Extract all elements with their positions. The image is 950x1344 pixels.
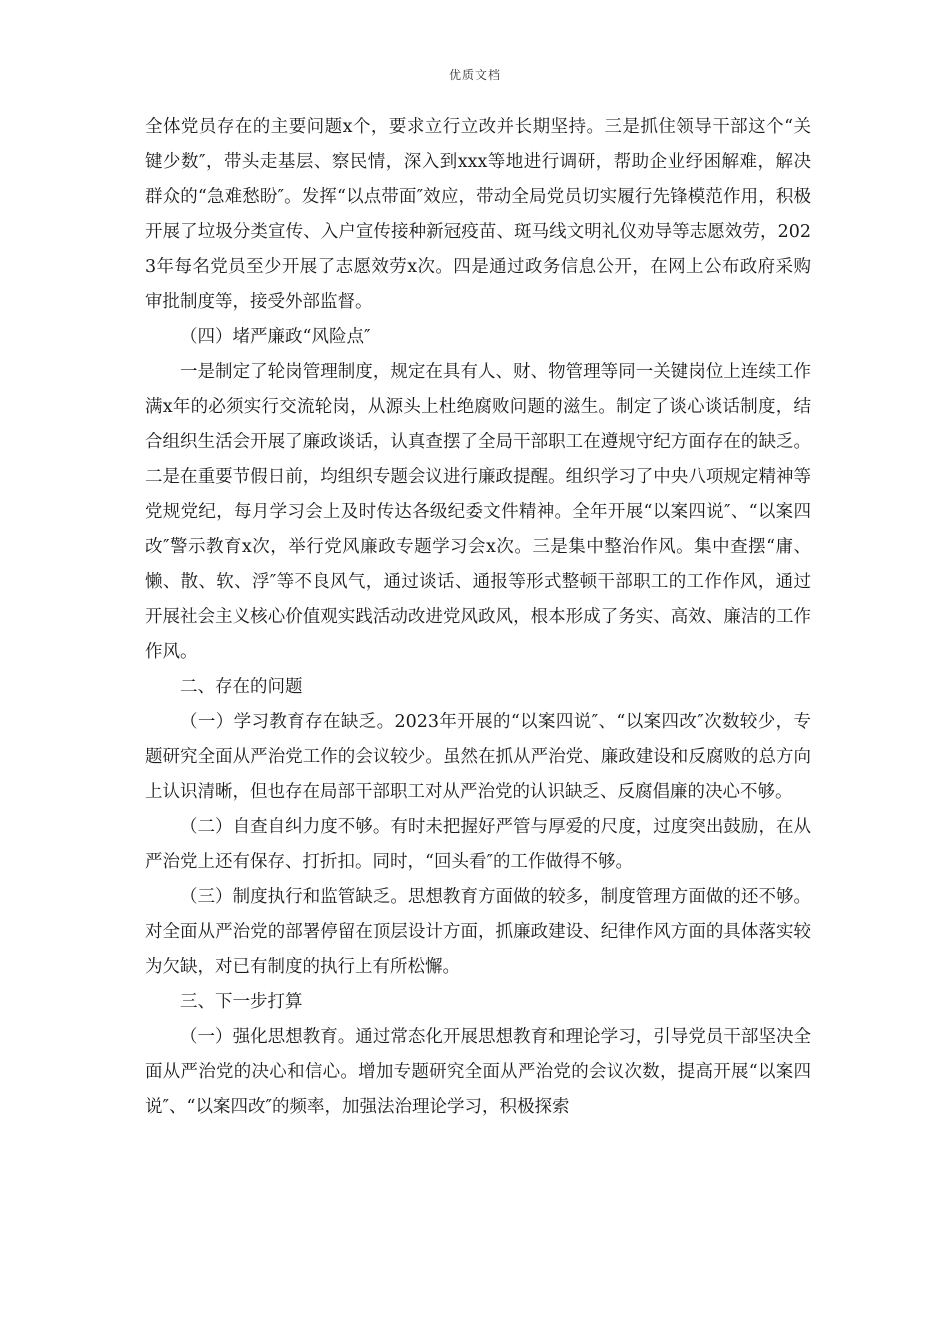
subheading-risk-points: （四）堵严廉政“风险点″ (180, 327, 371, 347)
section-heading-next-steps: 三、下一步打算 (180, 992, 303, 1012)
paragraph-next-step-1: （一）强化思想教育。通过常态化开展思想教育和理论学习，引导党员干部坚决全面从严治党的决心和信心。增加专题研究全面从严治党的会议次数，提高开展“以案四说″、“以案四改″的频率，加强法治理论学习，积极探索 (145, 1027, 811, 1117)
paragraph-problem-1: （一）学习教育存在缺乏。2023年开展的“以案四说″、“以案四改″次数较少，专题研究全面从严治党工作的会议较少。虽然在抓从严治党、廉政建设和反腐败的总方向上认识清晰，但也存在局部干部职工对从严治党的认识缺乏、反腐倡廉的决心不够。 (145, 712, 811, 802)
section-heading-problems: 二、存在的问题 (180, 677, 303, 697)
paragraph-problem-3: （三）制度执行和监管缺乏。思想教育方面做的较多，制度管理方面做的还不够。对全面从严治党的部署停留在顶层设计方面，抓廉政建设、纪律作风方面的具体落实较为欠缺，对已有制度的执行上有所松懈。 (145, 887, 811, 977)
paragraph-problem-2: （二）自查自纠力度不够。有时未把握好严管与厚爱的尺度，过度突出鼓励，在从严治党上还有保存、打折扣。同时，“回头看″的工作做得不够。 (145, 817, 811, 872)
paragraph-rotation-system: 一是制定了轮岗管理制度，规定在具有人、财、物管理等同一关键岗位上连续工作满x年的必须实行交流轮岗，从源头上杜绝腐败问题的滋生。制定了谈心谈话制度，结合组织生活会开展了廉政谈话，认真查摆了全局干部职工在遵规守纪方面存在的缺乏。二是在重要节假日前，均组织专题会议进行廉政提醒。组织学习了中央八项规定精神等党规党纪，每月学习会上及时传达各级纪委文件精神。全年开展“以案四说″、“以案四改″警示教育x次，举行党风廉政专题学习会x次。三是集中整治作风。集中查摆“庸、懒、散、软、浮″等不良风气，通过谈话、通报等形式整顿干部职工的工作作风，通过开展社会主义核心价值观实践活动改进党风政风，根本形成了务实、高效、廉洁的工作作风。 (145, 362, 811, 662)
document-body (145, 110, 811, 1125)
page-header: 优质文档 (448, 68, 501, 82)
paragraph-continuation: 全体党员存在的主要问题x个，要求立行立改并长期坚持。三是抓住领导干部这个“关键少数″，带头走基层、察民情，深入到xxx等地进行调研，帮助企业纾困解难，解决群众的“急难愁盼″。发挥“以点带面″效应，带动全局党员切实履行先锋模范作用，积极开展了垃圾分类宣传、入户宣传接种新冠疫苗、斑马线文明礼仪劝导等志愿效劳，2023年每名党员至少开展了志愿效劳x次。四是通过政务信息公开，在网上公布政府采购审批制度等，接受外部监督。 (145, 117, 811, 312)
